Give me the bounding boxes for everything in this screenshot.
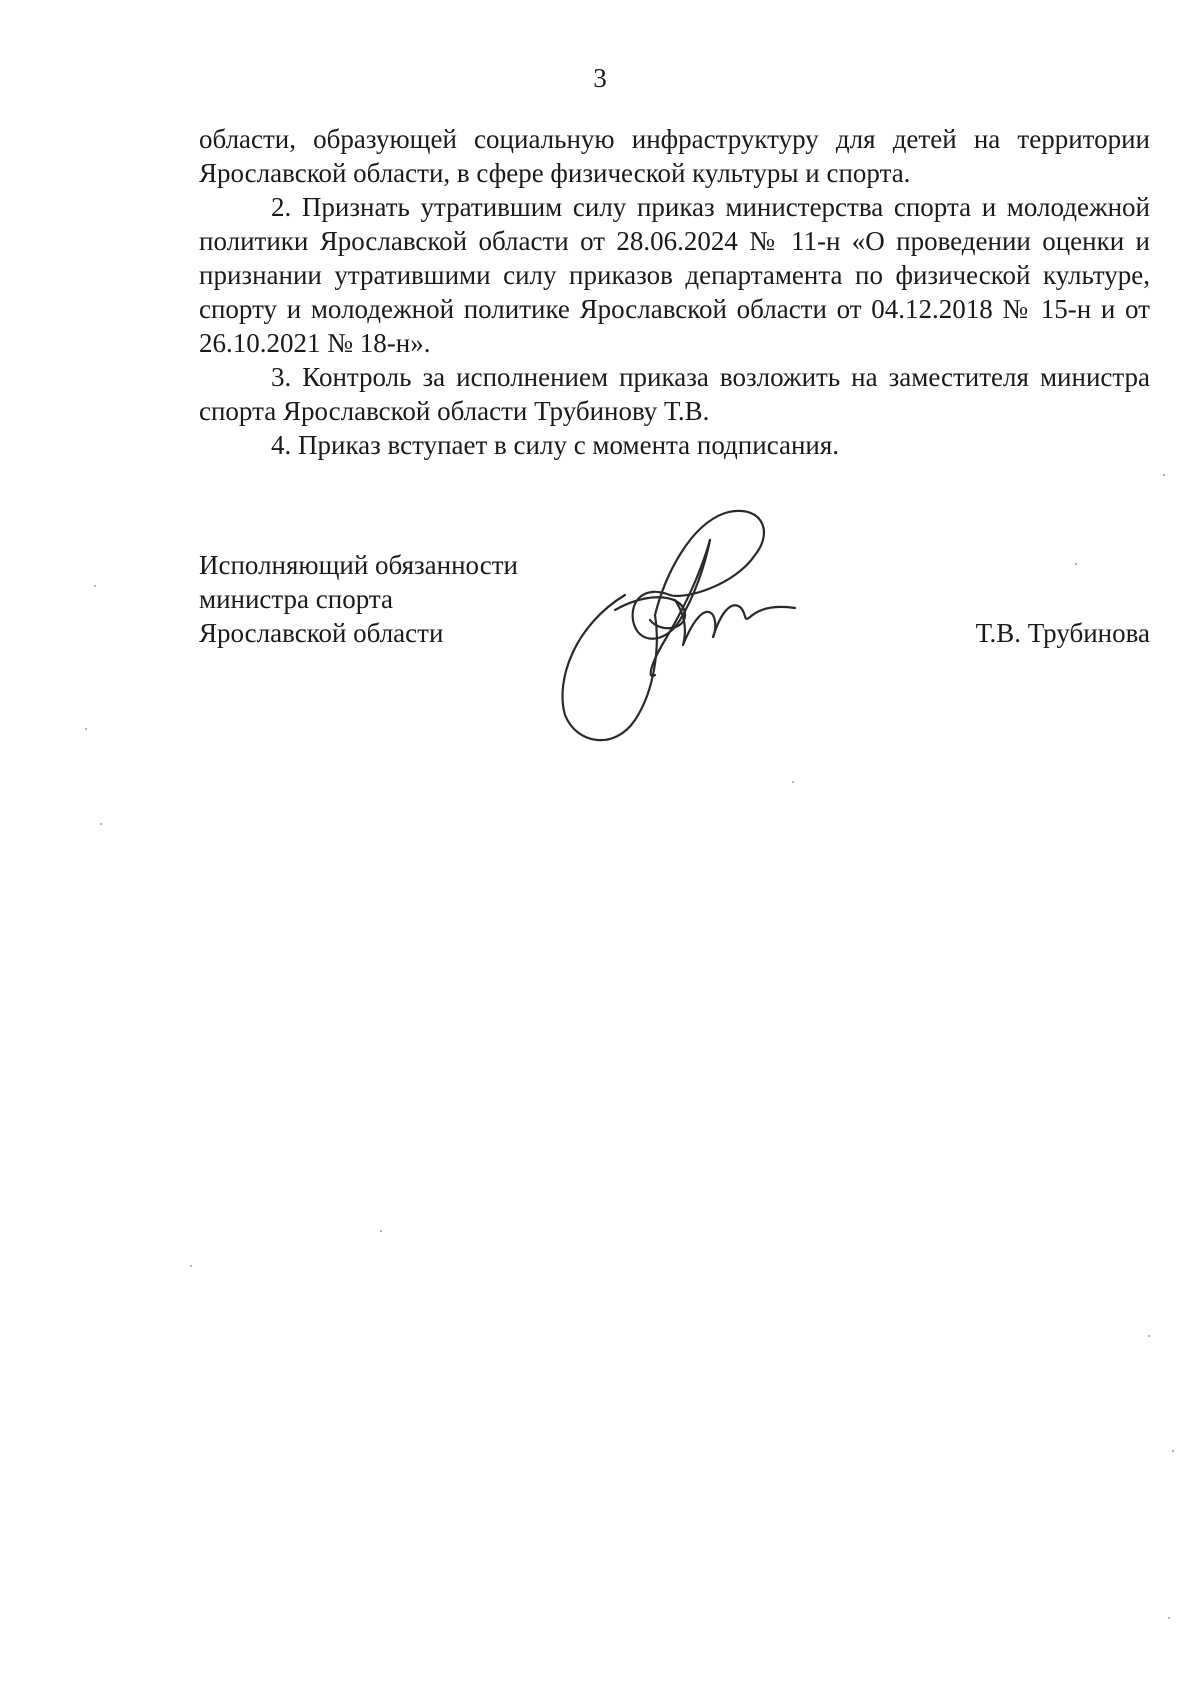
handwritten-signature [555, 505, 815, 750]
scan-speck [1172, 1450, 1174, 1452]
signatory-title-line: министра спорта [199, 584, 393, 614]
scan-speck [85, 728, 87, 730]
paragraph-item-3: 3. Контроль за исполнением приказа возложить на заместителя министра спорта Ярославской области Трубинову Т.В. [199, 362, 1150, 426]
paragraph-item-4: 4. Приказ вступает в силу с момента подписания. [271, 430, 840, 460]
scan-speck [1168, 1617, 1170, 1619]
signatory-title [199, 548, 518, 650]
scan-speck [100, 823, 102, 825]
scan-speck [380, 1230, 382, 1232]
signatory-title-line: Ярославской области [199, 618, 444, 648]
scan-speck [1148, 1335, 1150, 1337]
scan-speck [190, 1265, 192, 1267]
scan-speck [1163, 474, 1165, 476]
signatory-title-line: Исполняющий обязанности [199, 550, 518, 580]
scan-speck [792, 781, 794, 783]
scan-speck [1075, 563, 1077, 565]
scan-speck [94, 585, 96, 587]
body-text [199, 122, 1150, 462]
paragraph-item-2: 2. Признать утратившим силу приказ министерства спорта и молодежной политики Ярославской области от 28.06.2024 № 11-н «О проведении оценки и признании утратившими силу приказов департамента по физической культуре, спорту и молодежной политике Ярославской области от 04.12.2018 № 15-н и от 26.10.2021 № 18-н». [199, 192, 1150, 358]
page-number: 3 [593, 63, 607, 93]
paragraph-continuation: области, образующей социальную инфраструктуру для детей на территории Ярославской области, в сфере физической культуры и спорта. [199, 124, 1150, 188]
signer-name: Т.В. Трубинова [975, 618, 1150, 648]
